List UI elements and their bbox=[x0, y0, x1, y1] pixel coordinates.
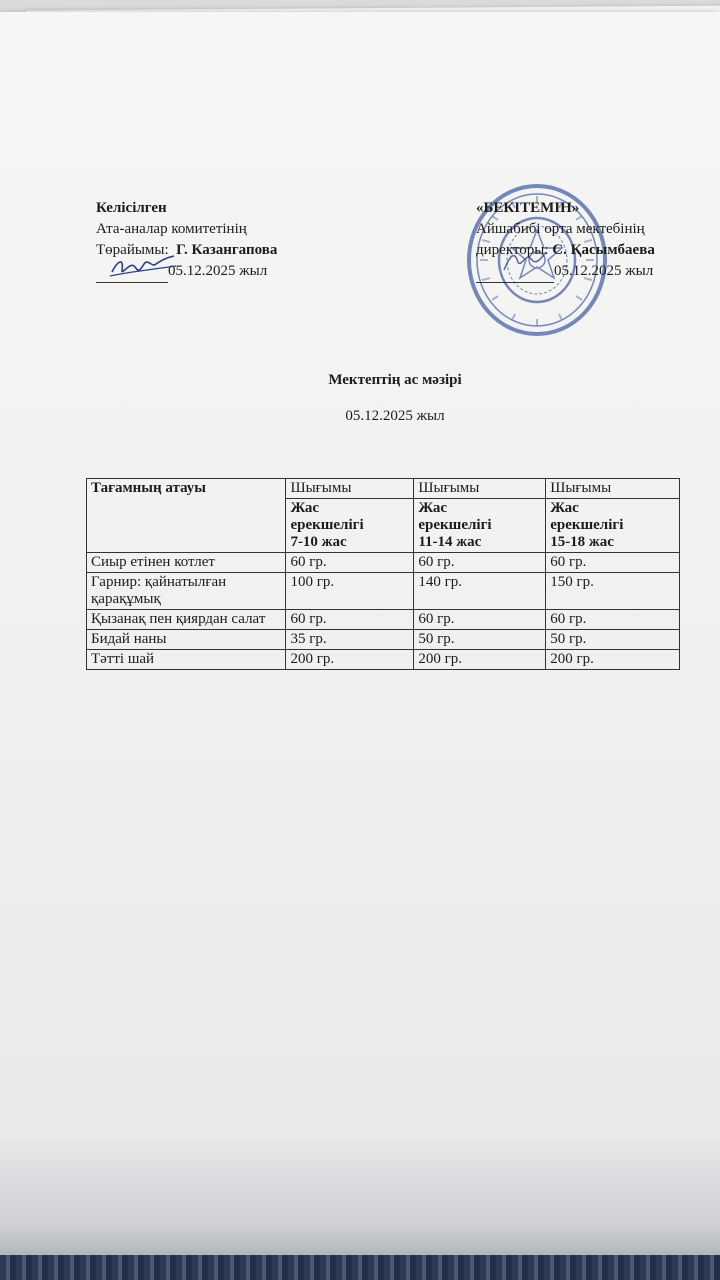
table-row bbox=[87, 650, 680, 670]
yield-cell: 60 гр. bbox=[546, 610, 680, 630]
chair-name: Г. Казангапова bbox=[176, 242, 278, 258]
age-range: 11-14 жас bbox=[418, 534, 482, 550]
yield-cell: 200 гр. bbox=[414, 650, 546, 670]
yield-cell: 60 гр. bbox=[286, 610, 414, 630]
yield-cell: 200 гр. bbox=[286, 650, 414, 670]
yield-cell: 50 гр. bbox=[414, 630, 546, 650]
table-row bbox=[87, 610, 680, 630]
table-row bbox=[87, 630, 680, 650]
yield-header: Шығымы bbox=[286, 479, 414, 499]
yield-header: Шығымы bbox=[414, 479, 546, 499]
age-group-cell bbox=[546, 499, 680, 553]
yield-cell: 150 гр. bbox=[546, 573, 680, 610]
yield-cell: 50 гр. bbox=[546, 630, 680, 650]
approve-heading: «БЕКІТЕМІН» bbox=[476, 200, 580, 216]
dish-name: Қызанақ пен қиярдан салат bbox=[87, 610, 286, 630]
dish-name: Сиыр етінен котлет bbox=[87, 553, 286, 573]
age-label: ерекшелігі bbox=[290, 517, 364, 533]
table-row bbox=[87, 573, 680, 610]
yield-cell: 140 гр. bbox=[414, 573, 546, 610]
director-date: 05.12.2025 жыл bbox=[554, 263, 654, 279]
age-label: Жас bbox=[418, 500, 447, 516]
chair-label: Төрайымы: bbox=[96, 242, 169, 258]
age-label: ерекшелігі bbox=[550, 517, 624, 533]
yield-cell: 200 гр. bbox=[546, 650, 680, 670]
school-label: Айшабибі орта мектебінің bbox=[476, 221, 645, 237]
age-range: 15-18 жас bbox=[550, 534, 614, 550]
agreed-heading: Келісілген bbox=[96, 200, 167, 216]
chair-date: 05.12.2025 жыл bbox=[168, 263, 268, 279]
director-label: директоры: bbox=[476, 242, 549, 258]
committee-label: Ата-аналар комитетінің bbox=[96, 221, 247, 237]
age-range: 7-10 жас bbox=[290, 534, 347, 550]
table-row bbox=[87, 553, 680, 573]
director-signature-icon bbox=[500, 246, 550, 276]
dish-name: Тәтті шай bbox=[87, 650, 286, 670]
floor-carpet bbox=[0, 1255, 720, 1280]
director-name: С. Қасымбаева bbox=[552, 242, 655, 258]
age-group-cell bbox=[414, 499, 546, 553]
yield-cell: 60 гр. bbox=[414, 610, 546, 630]
menu-date: 05.12.2025 жыл bbox=[345, 408, 445, 424]
yield-cell: 35 гр. bbox=[286, 630, 414, 650]
yield-cell: 60 гр. bbox=[546, 553, 680, 573]
dish-name: Гарнир: қайнатылған қарақұмық bbox=[87, 573, 286, 610]
table-header-row bbox=[87, 479, 680, 499]
menu-table bbox=[86, 478, 680, 670]
yield-cell: 60 гр. bbox=[286, 553, 414, 573]
yield-cell: 100 гр. bbox=[286, 573, 414, 610]
age-label: ерекшелігі bbox=[418, 517, 492, 533]
dish-name-header: Тағамның атауы bbox=[87, 479, 286, 553]
age-group-cell bbox=[286, 499, 414, 553]
yield-header: Шығымы bbox=[546, 479, 680, 499]
age-label: Жас bbox=[550, 500, 579, 516]
page-title: Мектептің ас мәзірі bbox=[328, 372, 462, 388]
chair-signature-icon bbox=[108, 252, 178, 282]
yield-cell: 60 гр. bbox=[414, 553, 546, 573]
dish-name: Бидай наны bbox=[87, 630, 286, 650]
age-label: Жас bbox=[290, 500, 320, 516]
